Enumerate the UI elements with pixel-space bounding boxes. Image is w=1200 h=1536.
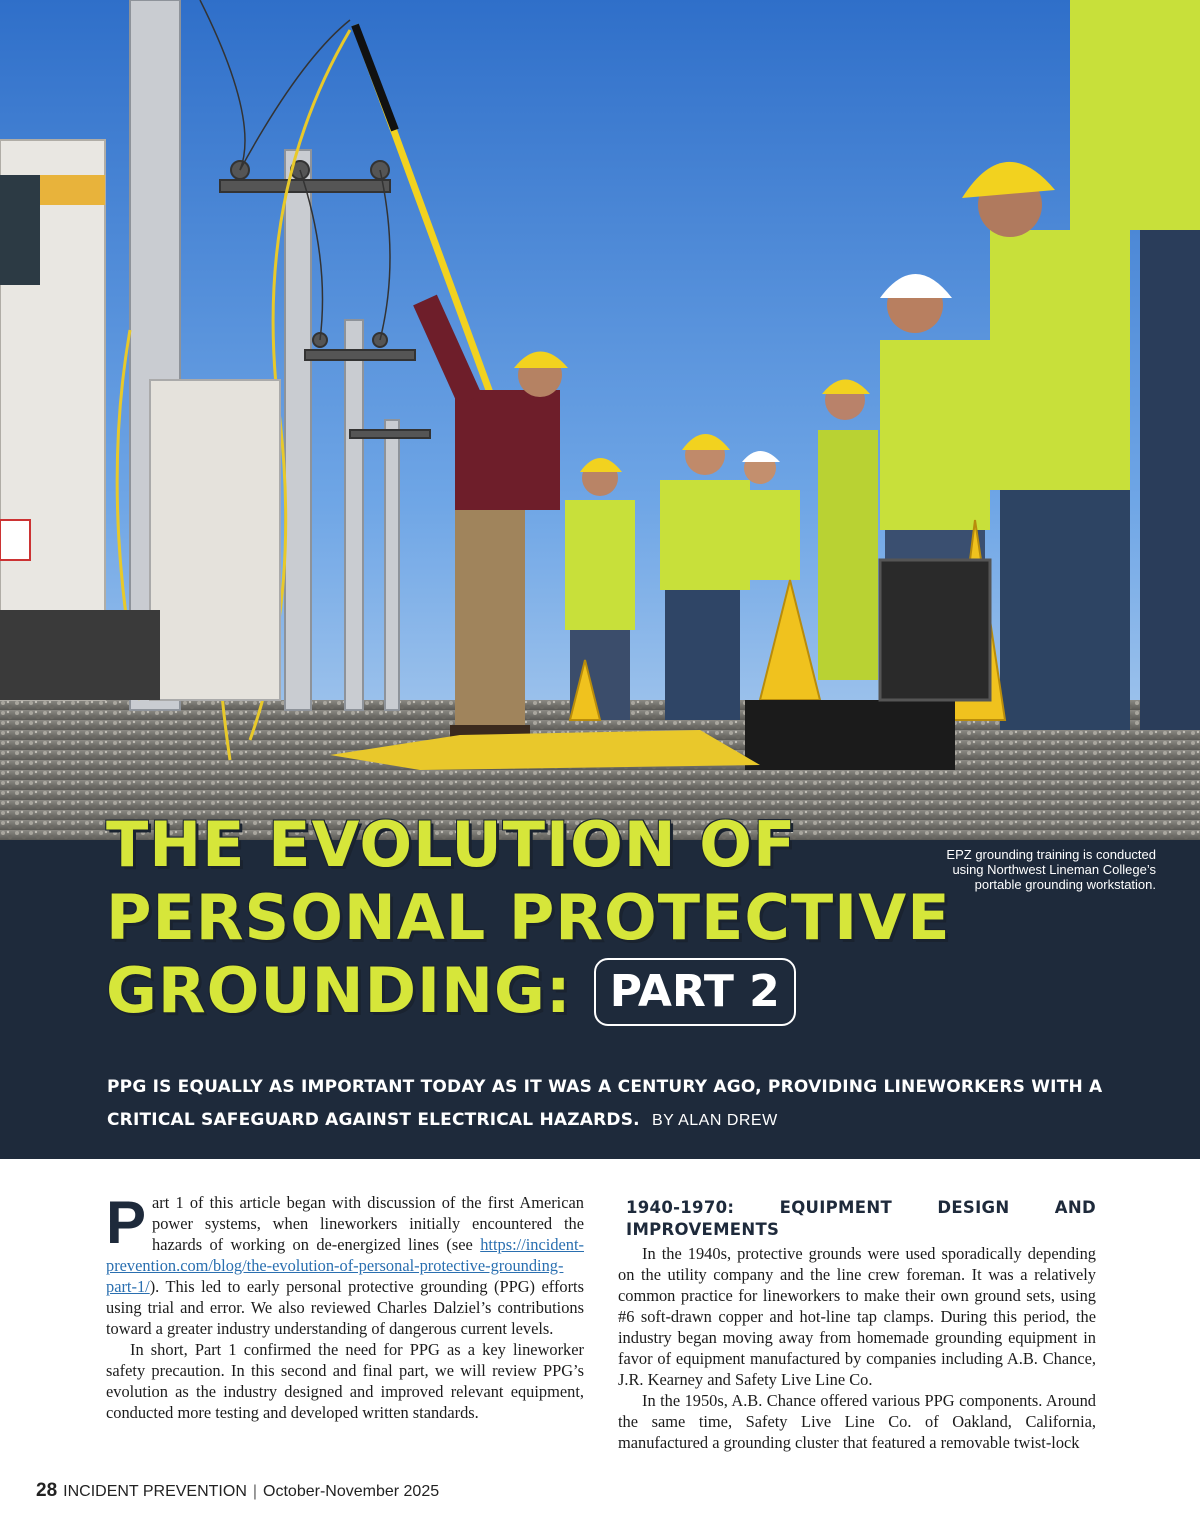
paragraph: In short, Part 1 confirmed the need for PPG as a key lineworker safety precaution. In this second and final part, we will review PPG’s evolution as the industry designed and improved relevant equipment, conducted more testing and developed written standards. — [106, 1340, 584, 1422]
issue-date: October-November 2025 — [263, 1483, 440, 1500]
paragraph-text: art 1 of this article began with discussion of the first American power systems, when lineworkers initially encountered the hazards of working on de-energized lines (see — [152, 1193, 584, 1254]
part-1-link[interactable]: https://incident-prevention.com/blog/the-evolution-of-personal-protective-grounding-part-1/ — [106, 1235, 584, 1296]
title-line-3-text: GROUNDING: — [106, 954, 572, 1027]
dropcap: P — [106, 1189, 147, 1256]
paragraph: In the 1940s, protective grounds were used sporadically depending on the utility company and the line crew foreman. It was a relatively common practice for lineworkers to make their own ground sets, using #6 soft-drawn copper and hot-line tap clamps. During this period, the industry began moving away from homemade grounding equipment in favor of equipment manufactured by companies including A.B. Chance, J.R. Kearney and Safety Live Line Co. — [618, 1244, 1096, 1389]
article-deck — [107, 1071, 1107, 1137]
article-column-left — [106, 1189, 584, 1423]
deck-text: PPG IS EQUALLY AS IMPORTANT TODAY AS IT WAS A CENTURY AGO, PROVIDING LINEWORKERS WITH A CRITICAL SAFEGUARD AGAINST ELECTRICAL HAZARDS. — [107, 1077, 1103, 1130]
part-badge: PART 2 — [594, 958, 796, 1026]
title-line-2: PERSONAL PROTECTIVE — [106, 881, 951, 954]
page-footer — [36, 1480, 439, 1502]
section-subhead: 1940-1970: EQUIPMENT DESIGN AND IMPROVEMENTS — [626, 1198, 1096, 1239]
footer-separator: | — [252, 1483, 258, 1500]
publication-name: INCIDENT PREVENTION — [63, 1483, 247, 1500]
byline: BY ALAN DREW — [651, 1112, 778, 1129]
page-number: 28 — [36, 1480, 58, 1501]
paragraph: In the 1950s, A.B. Chance offered various PPG components. Around the same time, Safety Live Line Co. of Oakland, California, manufactured a grounding cluster that featured a removable twist-lock — [618, 1391, 1096, 1452]
photo-caption: EPZ grounding training is conducted using Northwest Lineman College’s portable grounding workstation. — [946, 847, 1156, 892]
article-title — [106, 808, 951, 1027]
paragraph — [106, 1189, 584, 1339]
article-column-right — [618, 1197, 1096, 1453]
title-line-3 — [106, 954, 951, 1027]
paragraph-text: ). This led to early personal protective grounding (PPG) efforts using trial and error. We also reviewed Charles Dalziel’s contributions toward a greater industry understanding of dangerous current levels. — [106, 1277, 584, 1338]
title-line-1: THE EVOLUTION OF — [106, 808, 797, 881]
